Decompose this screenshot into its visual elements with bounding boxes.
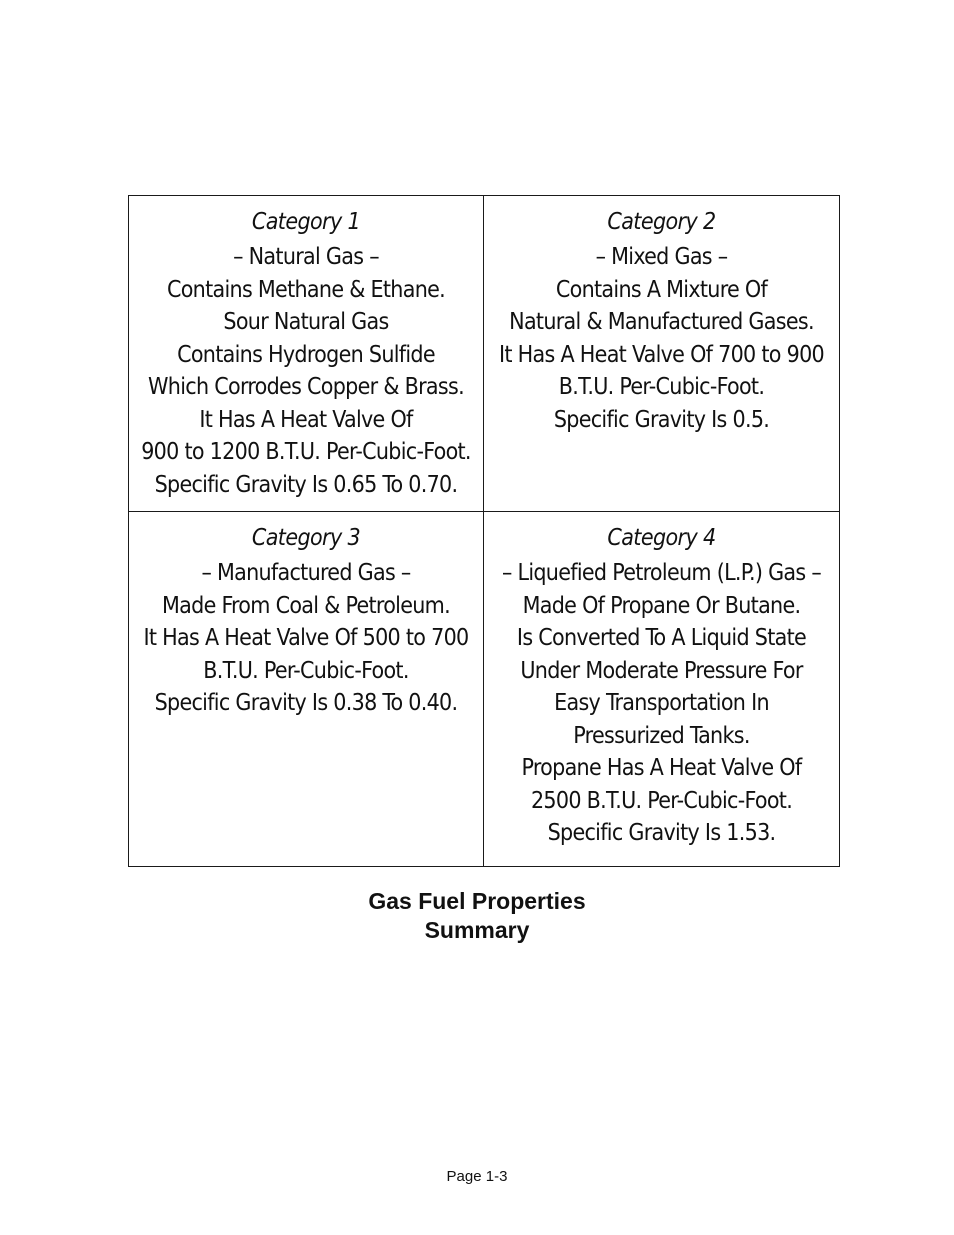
category-cell-4 (484, 512, 839, 866)
description-line: Made From Coal & Petroleum. (162, 592, 450, 619)
category-heading: Category 4 (607, 525, 716, 551)
category-cell-3 (129, 512, 484, 866)
figure-caption (0, 887, 954, 945)
description-line: 900 to 1200 B.T.U. Per-Cubic-Foot. (141, 439, 471, 465)
category-description (484, 241, 839, 436)
category-heading: Category 1 (251, 209, 361, 235)
description-line: Specific Gravity Is 0.38 To 0.40. (154, 690, 458, 716)
caption-title: Gas Fuel Properties (368, 888, 586, 914)
gas-category-table (128, 195, 840, 867)
category-cell-1 (129, 196, 484, 512)
category-heading: Category 3 (251, 525, 361, 551)
category-description (129, 557, 483, 720)
description-line: Made Of Propane Or Butane. (522, 592, 801, 619)
caption-subtitle: Summary (424, 917, 530, 943)
description-line: It Has A Heat Valve Of (199, 406, 413, 433)
description-line: It Has A Heat Valve Of 700 to 900 (499, 341, 824, 368)
description-line: Which Corrodes Copper & Brass. (148, 374, 464, 400)
description-line: Under Moderate Pressure For (520, 657, 803, 684)
description-line: Easy Transportation In (554, 690, 769, 716)
category-description (484, 557, 839, 850)
description-line: Contains Methane & Ethane. (166, 276, 446, 303)
category-description (129, 241, 483, 501)
page-number: Page 1-3 (446, 1168, 508, 1185)
description-line: Sour Natural Gas (223, 309, 389, 335)
category-cell-2 (484, 196, 839, 512)
description-line: Propane Has A Heat Valve Of (521, 755, 802, 781)
description-line: Specific Gravity Is 1.53. (547, 820, 776, 846)
description-line: It Has A Heat Valve Of 500 to 700 (143, 625, 469, 651)
description-line: B.T.U. Per-Cubic-Foot. (558, 374, 765, 400)
description-line: – Natural Gas – (233, 244, 379, 270)
description-line: 2500 B.T.U. Per-Cubic-Foot. (530, 787, 793, 814)
description-line: Is Converted To A Liquid State (516, 625, 807, 651)
description-line: – Liquefied Petroleum (L.P.) Gas – (501, 560, 822, 586)
description-line: Contains A Mixture Of (555, 276, 768, 303)
description-line: – Manufactured Gas – (201, 560, 411, 586)
description-line: Specific Gravity Is 0.65 To 0.70. (154, 471, 458, 498)
description-line: Natural & Manufactured Gases. (509, 309, 814, 335)
description-line: – Mixed Gas – (595, 244, 728, 270)
description-line: Pressurized Tanks. (573, 722, 750, 749)
description-line: Contains Hydrogen Sulfide (177, 341, 435, 368)
category-heading: Category 2 (607, 209, 716, 235)
description-line: Specific Gravity Is 0.5. (553, 406, 770, 433)
description-line: B.T.U. Per-Cubic-Foot. (203, 657, 409, 684)
